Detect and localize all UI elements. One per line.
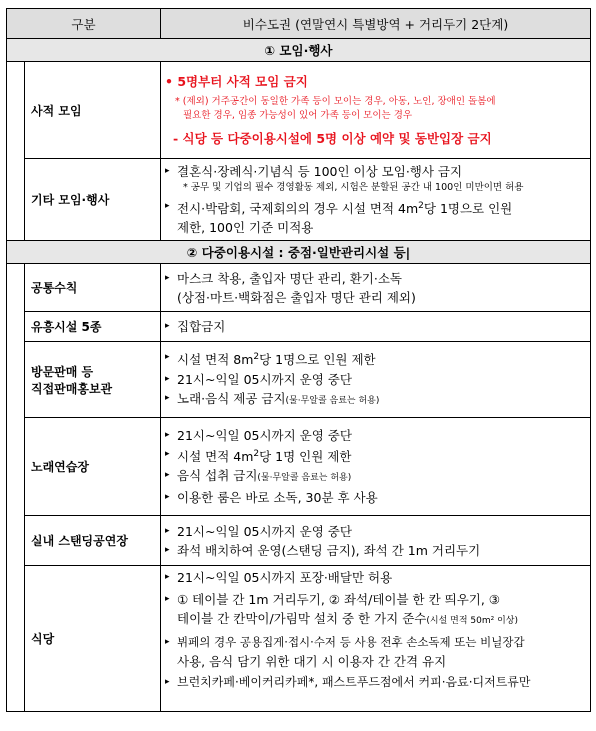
bullet-icon: ▸: [165, 352, 170, 363]
bullet-icon: ▸: [165, 321, 170, 331]
indent-cell: [7, 418, 25, 516]
list-item: ▸ 브런치카페·베이커리카페*, 패스트푸드점에서 커피·음료·디저트류만: [165, 673, 586, 692]
private-meeting-note1: * (제외) 거주공간이 동일한 가족 등이 모이는 경우, 아동, 노인, 장애인 돌봄에: [175, 96, 496, 107]
content-standing-venue: [161, 516, 591, 566]
content-karaoke: [161, 418, 591, 516]
list-item: ▸ 좌석 배치하여 운영(스탠딩 금지), 좌석 간 1m 거리두기: [165, 542, 481, 558]
label-door-sales-2: 직접판매홍보관: [31, 381, 113, 396]
list-item: ▸ 시설 면적 $4m^2$당 1명 인원 제한: [165, 445, 586, 466]
table-header-row: [7, 9, 591, 39]
list-item: ▸ 뷔페의 경우 공용집게·접시·수저 등 사용 전후 손소독제 또는 비닐장갑: [165, 633, 586, 652]
bullet-icon: ▸: [165, 373, 170, 384]
bullet-icon: ▸: [165, 200, 170, 211]
bullet-icon: ▸: [165, 544, 170, 555]
list-item: ▸ 음식 섭취 금지(물·무알콜 음료는 허용): [165, 468, 352, 484]
bullet-icon: ▸: [165, 525, 170, 536]
label-karaoke: 노래연습장: [25, 418, 161, 516]
label-entertainment: 유흥시설 5종: [25, 312, 161, 342]
indent-cell: [7, 516, 25, 566]
content-restaurant: [161, 566, 591, 712]
label-standing-venue: 실내 스탠딩공연장: [25, 516, 161, 566]
bullet-icon: ▸: [165, 677, 170, 687]
header-non-capital: 비수도권 (연말연시 특별방역 + 거리두기 2단계): [161, 9, 591, 39]
list-item: ▸ 21시~익일 05시까지 운영 중단: [165, 371, 352, 387]
other-meeting-line2-cont: 제한, 100인 기준 미적용: [177, 220, 314, 236]
content-common-rules: [161, 264, 591, 312]
content-door-sales: [161, 342, 591, 418]
indent-cell: [7, 312, 25, 342]
bullet-icon: ▸: [165, 272, 170, 283]
row-other-meeting: [7, 159, 591, 241]
bullet-icon: ▸: [165, 429, 170, 440]
bullet-icon: ▸: [165, 165, 170, 176]
section-row-facilities: [7, 241, 591, 264]
label-door-sales: [25, 342, 161, 418]
common-rules-line2: (상점·마트·백화점은 출입자 명단 관리 제외): [177, 289, 416, 305]
row-common-rules: [7, 264, 591, 312]
list-item: ▸ 이용한 룸은 바로 소독, 30분 후 사용: [165, 490, 378, 506]
list-item: ▸ 시설 면적 $8m^2$당 1명으로 인원 제한: [165, 348, 586, 369]
label-common-rules: 공통수칙: [25, 264, 161, 312]
list-item: ▸ 노래·음식 제공 금지(물·무알콜 음료는 허용): [165, 390, 380, 406]
private-meeting-line1: • 5명부터 사적 모임 금지: [165, 74, 308, 89]
section-title-meetings: ① 모임·행사: [7, 39, 591, 62]
label-private-meeting: 사적 모임: [25, 62, 161, 159]
header-category: 구분: [7, 9, 161, 39]
bullet-icon: ▸: [165, 448, 170, 459]
row-standing-venue: [7, 516, 591, 566]
list-item: ▸ 결혼식·장례식·기념식 등 100인 이상 모임·행사 금지: [165, 163, 463, 179]
other-meeting-note: * 공무 및 기업의 필수 경영활동 제외, 시험은 분할된 공간 내 100인 미만이면 허용: [183, 181, 524, 193]
bullet-icon: ▸: [165, 637, 170, 647]
quarantine-rules-table: [6, 8, 591, 712]
bullet-icon: ▸: [165, 492, 170, 503]
list-item: ▸ 전시·박람회, 국제회의의 경우 시설 면적 $4m^2$당 1명으로 인원: [165, 197, 586, 218]
private-meeting-note2: 필요한 경우, 임종 가능성이 있어 가족 등이 모이는 경우: [183, 110, 413, 121]
private-meeting-line2: - 식당 등 다중이용시설에 5명 이상 예약 및 동반입장 금지: [173, 131, 492, 146]
restaurant-line3: 테이블 간 칸막이/가림막 설치 중 한 가지 준수(시설 면적 50m² 이상): [177, 611, 518, 626]
row-entertainment: [7, 312, 591, 342]
label-door-sales-1: 방문판매 등: [31, 364, 94, 379]
bullet-icon: ▸: [165, 572, 170, 582]
bullet-icon: ▸: [165, 594, 170, 604]
row-door-sales: [7, 342, 591, 418]
row-karaoke: [7, 418, 591, 516]
list-item: ▸ 21시~익일 05시까지 운영 중단: [165, 523, 352, 539]
indent-cell: [7, 159, 25, 241]
indent-cell: [7, 62, 25, 159]
section-row-meetings: [7, 39, 591, 62]
list-item: ▸ 21시~익일 05시까지 운영 중단: [165, 427, 352, 443]
indent-cell: [7, 342, 25, 418]
row-private-meeting: [7, 62, 591, 159]
label-restaurant: 식당: [25, 566, 161, 712]
restaurant-line5: 사용, 음식 담기 위한 대기 시 이용자 간 간격 유지: [177, 654, 447, 669]
bullet-icon: ▸: [165, 470, 170, 481]
list-item: ▸ 21시~익일 05시까지 포장·배달만 허용: [165, 570, 393, 585]
row-restaurant: [7, 566, 591, 712]
content-entertainment: [161, 312, 591, 342]
content-private-meeting: [161, 62, 591, 159]
label-other-meeting: 기타 모임·행사: [25, 159, 161, 241]
list-item: ▸ ① 테이블 간 1m 거리두기, ② 좌석/테이블 한 칸 띄우기, ③: [165, 592, 500, 607]
list-item: ▸ 마스크 착용, 출입자 명단 관리, 환기·소독: [165, 270, 402, 286]
content-other-meeting: [161, 159, 591, 241]
list-item: ▸ 집합금지: [165, 319, 226, 334]
bullet-icon: ▸: [165, 392, 170, 403]
section-title-facilities: ② 다중이용시설 : 중점·일반관리시설 등|: [7, 241, 591, 264]
indent-cell: [7, 566, 25, 712]
indent-cell: [7, 264, 25, 312]
